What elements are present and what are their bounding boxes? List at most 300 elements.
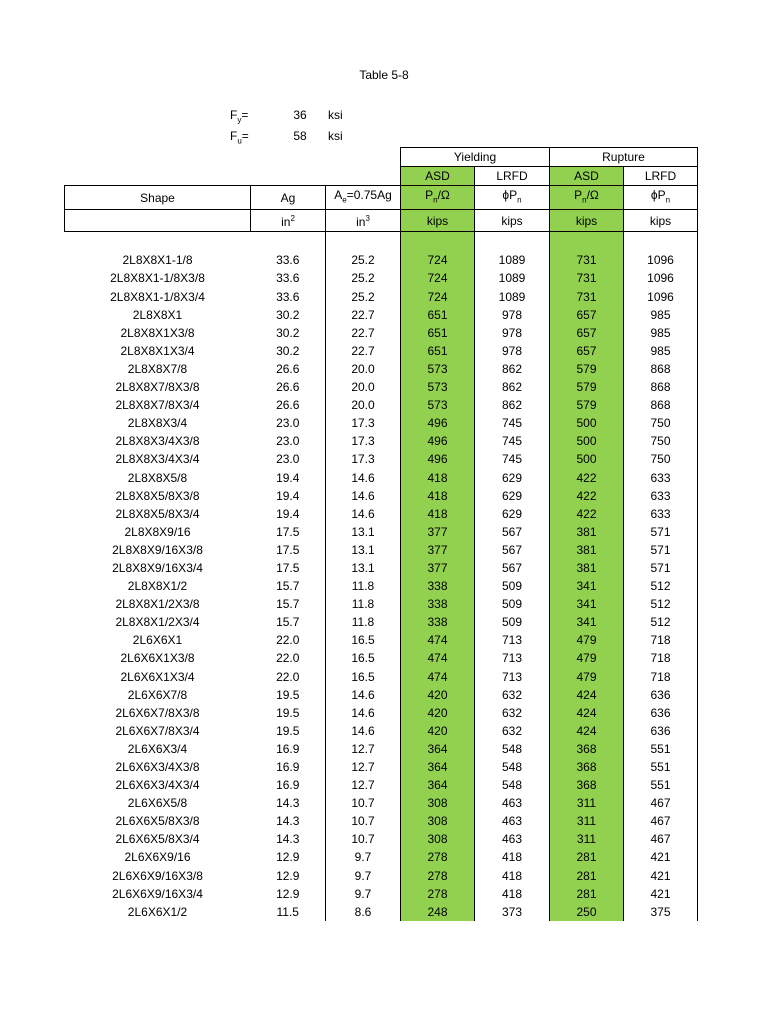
yield-asd-cell: 278 <box>401 848 475 866</box>
rupture-lrfd-cell: 467 <box>624 830 698 848</box>
ae-cell: 20.0 <box>326 378 401 396</box>
ae-cell: 11.8 <box>326 577 401 595</box>
yield-lrfd-cell: 713 <box>475 668 550 686</box>
ag-cell: 17.5 <box>251 523 326 541</box>
shape-header: Shape <box>65 186 251 210</box>
yield-asd-cell: 418 <box>401 487 475 505</box>
yield-asd-cell: 651 <box>401 306 475 324</box>
table-row <box>65 269 698 287</box>
yield-lrfd-cell: 418 <box>475 848 550 866</box>
ae-cell: 16.5 <box>326 649 401 667</box>
table-row <box>65 848 698 866</box>
yield-asd-cell: 377 <box>401 523 475 541</box>
ag-cell: 19.4 <box>251 487 326 505</box>
ae-cell: 14.6 <box>326 722 401 740</box>
rupture-asd-cell: 422 <box>550 469 624 487</box>
rupture-lrfd-cell: 636 <box>624 686 698 704</box>
yield-lrfd-cell: 567 <box>475 559 550 577</box>
yield-lrfd-cell: 548 <box>475 740 550 758</box>
yield-lrfd-cell: 509 <box>475 577 550 595</box>
yield-asd-cell: 308 <box>401 812 475 830</box>
rupture-lrfd-cell: 1096 <box>624 251 698 269</box>
rupture-lrfd-cell: 571 <box>624 541 698 559</box>
rupture-lrfd-cell: 985 <box>624 324 698 342</box>
rupture-lrfd-cell: 551 <box>624 776 698 794</box>
ag-cell: 15.7 <box>251 613 326 631</box>
rupture-asd-cell: 368 <box>550 758 624 776</box>
rupture-asd-cell: 424 <box>550 722 624 740</box>
yield-lrfd-cell: 629 <box>475 487 550 505</box>
shape-cell: 2L8X8X1/2X3/8 <box>115 597 200 612</box>
shape-cell: 2L6X6X3/4X3/8 <box>115 760 200 775</box>
yield-lrfd-cell: 1089 <box>475 251 550 269</box>
yield-lrfd-cell: 373 <box>475 903 550 921</box>
shape-cell: 2L8X8X3/4 <box>127 416 188 431</box>
yield-lrfd-cell: 629 <box>475 469 550 487</box>
shape-cell: 2L8X8X1-1/8X3/4 <box>110 289 205 304</box>
yield-asd-cell: 364 <box>401 740 475 758</box>
rupture-asd-cell: 368 <box>550 740 624 758</box>
ag-cell: 30.2 <box>251 324 326 342</box>
rupture-lrfd-cell: 985 <box>624 342 698 360</box>
rupture-lrfd-cell: 633 <box>624 487 698 505</box>
ae-cell: 13.1 <box>326 523 401 541</box>
ae-cell: 14.6 <box>326 686 401 704</box>
shape-cell: 2L8X8X1-1/8 <box>122 253 193 268</box>
shape-cell: 2L6X6X7/8 <box>127 687 188 702</box>
rupture-lrfd-cell: 1096 <box>624 288 698 306</box>
yield-lrfd-cell: 629 <box>475 505 550 523</box>
ag-cell: 33.6 <box>251 251 326 269</box>
shape-cell: 2L6X6X5/8X3/8 <box>115 814 200 829</box>
yielding-header: Yielding <box>401 148 550 167</box>
ag-unit: $in^2$ <box>251 210 326 232</box>
rupture-lrfd-cell: 551 <box>624 758 698 776</box>
ae-unit: $in^3$ <box>326 210 401 232</box>
yield-pn-asd-header: $P_n/\Omega$ <box>401 186 475 210</box>
shape-cell: 2L8X8X3/4X3/4 <box>115 452 200 467</box>
table-row <box>65 740 698 758</box>
ag-cell: 14.3 <box>251 794 326 812</box>
yield-lrfd-cell: 548 <box>475 758 550 776</box>
ag-cell: 33.6 <box>251 269 326 287</box>
ag-cell: 22.0 <box>251 649 326 667</box>
rupture-asd-cell: 731 <box>550 251 624 269</box>
yield-lrfd-cell: 978 <box>475 306 550 324</box>
table-row <box>65 432 698 450</box>
yield-asd-cell: 496 <box>401 450 475 468</box>
rupture-asd-cell: 579 <box>550 360 624 378</box>
table-row <box>65 469 698 487</box>
rupture-lrfd-cell: 718 <box>624 668 698 686</box>
rupture-lrfd-cell: 718 <box>624 631 698 649</box>
yield-asd-cell: 377 <box>401 541 475 559</box>
rupture-asd-cell: 657 <box>550 324 624 342</box>
table-row <box>65 360 698 378</box>
table-row <box>65 903 698 921</box>
rupture-asd-cell: 281 <box>550 885 624 903</box>
ae-cell: 8.6 <box>326 903 401 921</box>
shape-cell: 2L8X8X1X3/8 <box>120 325 195 340</box>
table-row <box>65 342 698 360</box>
table-row <box>65 251 698 269</box>
header-row-method <box>65 167 698 186</box>
rupture-lrfd-cell: 375 <box>624 903 698 921</box>
shape-cell: 2L6X6X1/2 <box>127 904 188 919</box>
yield-lrfd-cell: 862 <box>475 378 550 396</box>
rupture-lrfd-cell: 467 <box>624 794 698 812</box>
shape-cell: 2L6X6X1X3/4 <box>120 669 195 684</box>
ae-cell: 11.8 <box>326 595 401 613</box>
rupture-pn-lrfd-header: $\phi P_n$ <box>624 186 698 210</box>
table-row <box>65 758 698 776</box>
rupture-lrfd-cell: 512 <box>624 595 698 613</box>
rupture-lrfd-cell: 421 <box>624 867 698 885</box>
table-row <box>65 378 698 396</box>
yield-asd-cell: 308 <box>401 830 475 848</box>
table-row <box>65 288 698 306</box>
yield-asd-cell: 377 <box>401 559 475 577</box>
rupture-lrfd-cell: 985 <box>624 306 698 324</box>
ag-cell: 16.9 <box>251 776 326 794</box>
yield-asd-cell: 420 <box>401 722 475 740</box>
rupture-lrfd-cell: 633 <box>624 469 698 487</box>
rupture-lrfd-cell: 1096 <box>624 269 698 287</box>
table-row <box>65 541 698 559</box>
shape-cell: 2L8X8X1-1/8X3/8 <box>110 271 205 286</box>
rupture-asd-cell: 311 <box>550 794 624 812</box>
rupture-asd-cell: 579 <box>550 396 624 414</box>
ag-cell: 14.3 <box>251 812 326 830</box>
table-row <box>65 396 698 414</box>
ag-cell: 14.3 <box>251 830 326 848</box>
table-row <box>65 686 698 704</box>
rupture-lrfd-cell: 750 <box>624 432 698 450</box>
rupture-asd-cell: 341 <box>550 595 624 613</box>
shape-cell: 2L8X8X5/8 <box>127 470 188 485</box>
ae-cell: 13.1 <box>326 541 401 559</box>
ag-cell: 30.2 <box>251 306 326 324</box>
header-row-columns <box>65 186 698 210</box>
yield-asd-cell: 278 <box>401 885 475 903</box>
ag-cell: 19.5 <box>251 686 326 704</box>
yield-lrfd-cell: 745 <box>475 432 550 450</box>
yield-lrfd-cell: 632 <box>475 704 550 722</box>
rupture-asd-cell: 341 <box>550 613 624 631</box>
ae-cell: 11.8 <box>326 613 401 631</box>
yield-asd-cell: 496 <box>401 414 475 432</box>
ag-cell: 23.0 <box>251 432 326 450</box>
shape-cell: 2L8X8X9/16X3/8 <box>112 542 203 557</box>
yield-asd-cell: 278 <box>401 867 475 885</box>
yield-asd-cell: 724 <box>401 288 475 306</box>
table-row <box>65 613 698 631</box>
yield-asd-cell: 474 <box>401 668 475 686</box>
rupture-asd-cell: 368 <box>550 776 624 794</box>
header-row-units <box>65 210 698 232</box>
rupture-lrfd-cell: 636 <box>624 704 698 722</box>
table-row <box>65 487 698 505</box>
yield-lrfd-cell: 632 <box>475 722 550 740</box>
table-row <box>65 450 698 468</box>
ae-cell: 22.7 <box>326 324 401 342</box>
rupture-lrfd-cell: 868 <box>624 396 698 414</box>
rupture-asd-cell: 250 <box>550 903 624 921</box>
ae-cell: 12.7 <box>326 776 401 794</box>
shape-cell: 2L6X6X5/8X3/4 <box>115 832 200 847</box>
ae-cell: 10.7 <box>326 830 401 848</box>
rupture-asd-cell: 479 <box>550 649 624 667</box>
ae-cell: 13.1 <box>326 559 401 577</box>
table-row <box>65 794 698 812</box>
yield-asd-cell: 308 <box>401 794 475 812</box>
yield-lrfd-unit: kips <box>475 210 550 232</box>
ae-cell: 17.3 <box>326 432 401 450</box>
ae-cell: 9.7 <box>326 885 401 903</box>
yield-asd-cell: 420 <box>401 704 475 722</box>
shape-cell: 2L6X6X1 <box>132 633 183 648</box>
yield-asd-header: ASD <box>401 167 475 186</box>
yield-lrfd-cell: 1089 <box>475 288 550 306</box>
shape-unit <box>65 210 251 232</box>
table-row <box>65 595 698 613</box>
table-row <box>65 867 698 885</box>
shape-cell: 2L6X6X7/8X3/8 <box>115 705 200 720</box>
shape-cell: 2L6X6X3/4X3/4 <box>115 778 200 793</box>
ag-cell: 23.0 <box>251 450 326 468</box>
yield-pn-lrfd-header: $\phi P_n$ <box>475 186 550 210</box>
shape-cell: 2L6X6X1X3/8 <box>120 651 195 666</box>
shape-cell: 2L8X8X1/2X3/4 <box>115 615 200 630</box>
shape-cell: 2L8X8X7/8X3/4 <box>115 398 200 413</box>
rupture-lrfd-cell: 421 <box>624 848 698 866</box>
yield-lrfd-cell: 509 <box>475 595 550 613</box>
shape-cell: 2L8X8X1/2 <box>127 579 188 594</box>
fy-unit: ksi <box>328 108 343 122</box>
rupture-asd-cell: 657 <box>550 342 624 360</box>
rupture-lrfd-cell: 718 <box>624 649 698 667</box>
table-row <box>65 523 698 541</box>
shape-cell: 2L8X8X7/8X3/8 <box>115 380 200 395</box>
shape-cell: 2L8X8X5/8X3/8 <box>115 488 200 503</box>
yield-lrfd-cell: 745 <box>475 414 550 432</box>
rupture-lrfd-cell: 868 <box>624 378 698 396</box>
header-row-group <box>65 148 698 167</box>
ae-cell: 10.7 <box>326 794 401 812</box>
table-row <box>65 505 698 523</box>
rupture-asd-cell: 731 <box>550 269 624 287</box>
rupture-asd-cell: 731 <box>550 288 624 306</box>
rupture-asd-cell: 381 <box>550 559 624 577</box>
rupture-asd-cell: 500 <box>550 450 624 468</box>
yield-lrfd-cell: 978 <box>475 324 550 342</box>
yield-lrfd-cell: 713 <box>475 649 550 667</box>
table-row <box>65 324 698 342</box>
ae-cell: 12.7 <box>326 740 401 758</box>
rupture-asd-cell: 579 <box>550 378 624 396</box>
yield-asd-cell: 724 <box>401 251 475 269</box>
ag-cell: 26.6 <box>251 378 326 396</box>
shape-cell: 2L8X8X9/16X3/4 <box>112 560 203 575</box>
rupture-asd-cell: 381 <box>550 541 624 559</box>
shape-cell: 2L8X8X3/4X3/8 <box>115 434 200 449</box>
capacity-table <box>64 147 698 921</box>
yield-asd-cell: 248 <box>401 903 475 921</box>
yield-asd-cell: 573 <box>401 396 475 414</box>
yield-asd-cell: 364 <box>401 758 475 776</box>
rupture-asd-cell: 381 <box>550 523 624 541</box>
yield-lrfd-cell: 418 <box>475 867 550 885</box>
spacer-row <box>65 232 698 252</box>
yield-asd-cell: 338 <box>401 577 475 595</box>
ag-cell: 12.9 <box>251 848 326 866</box>
table-row <box>65 885 698 903</box>
ae-cell: 14.6 <box>326 469 401 487</box>
rupture-asd-cell: 424 <box>550 704 624 722</box>
ae-cell: 14.6 <box>326 704 401 722</box>
rupture-lrfd-cell: 633 <box>624 505 698 523</box>
fu-label: $F_u=$ <box>230 129 249 146</box>
table-row <box>65 704 698 722</box>
ae-cell: 10.7 <box>326 812 401 830</box>
rupture-lrfd-cell: 636 <box>624 722 698 740</box>
ae-cell: 25.2 <box>326 269 401 287</box>
rupture-asd-cell: 311 <box>550 830 624 848</box>
table-row <box>65 559 698 577</box>
shape-cell: 2L6X6X9/16X3/4 <box>112 886 203 901</box>
rupture-asd-header: ASD <box>550 167 624 186</box>
yield-asd-cell: 573 <box>401 378 475 396</box>
yield-asd-cell: 651 <box>401 342 475 360</box>
rupture-asd-cell: 311 <box>550 812 624 830</box>
yield-lrfd-cell: 418 <box>475 885 550 903</box>
rupture-lrfd-cell: 868 <box>624 360 698 378</box>
yield-lrfd-cell: 548 <box>475 776 550 794</box>
yield-lrfd-cell: 567 <box>475 541 550 559</box>
ae-cell: 20.0 <box>326 360 401 378</box>
rupture-asd-cell: 422 <box>550 505 624 523</box>
yield-asd-cell: 474 <box>401 631 475 649</box>
rupture-asd-cell: 281 <box>550 848 624 866</box>
shape-cell: 2L6X6X7/8X3/4 <box>115 723 200 738</box>
yield-lrfd-cell: 745 <box>475 450 550 468</box>
yield-asd-cell: 338 <box>401 595 475 613</box>
yield-lrfd-cell: 509 <box>475 613 550 631</box>
yield-asd-cell: 418 <box>401 505 475 523</box>
table-row <box>65 306 698 324</box>
ae-cell: 12.7 <box>326 758 401 776</box>
table-row <box>65 722 698 740</box>
yield-asd-cell: 474 <box>401 649 475 667</box>
rupture-lrfd-cell: 421 <box>624 885 698 903</box>
ag-cell: 19.5 <box>251 704 326 722</box>
ag-cell: 19.5 <box>251 722 326 740</box>
shape-cell: 2L8X8X1 <box>132 307 183 322</box>
yield-lrfd-header: LRFD <box>475 167 550 186</box>
yield-asd-cell: 496 <box>401 432 475 450</box>
ae-cell: 9.7 <box>326 848 401 866</box>
ae-header: $A_e=0.75Ag$ <box>326 186 401 210</box>
table-row <box>65 631 698 649</box>
yield-lrfd-cell: 632 <box>475 686 550 704</box>
rupture-lrfd-cell: 551 <box>624 740 698 758</box>
yield-lrfd-cell: 713 <box>475 631 550 649</box>
table-row <box>65 812 698 830</box>
rupture-lrfd-cell: 571 <box>624 523 698 541</box>
ag-cell: 22.0 <box>251 668 326 686</box>
ae-cell: 14.6 <box>326 505 401 523</box>
yield-asd-cell: 420 <box>401 686 475 704</box>
table-row <box>65 577 698 595</box>
table-row <box>65 414 698 432</box>
table-row <box>65 776 698 794</box>
rupture-asd-unit: kips <box>550 210 624 232</box>
rupture-asd-cell: 341 <box>550 577 624 595</box>
rupture-asd-cell: 281 <box>550 867 624 885</box>
ag-cell: 19.4 <box>251 469 326 487</box>
rupture-asd-cell: 479 <box>550 668 624 686</box>
ae-cell: 22.7 <box>326 306 401 324</box>
shape-cell: 2L6X6X3/4 <box>127 741 188 756</box>
rupture-lrfd-cell: 750 <box>624 414 698 432</box>
table-row <box>65 668 698 686</box>
fu-value: 58 <box>293 129 307 143</box>
ag-header: Ag <box>251 186 326 210</box>
yield-lrfd-cell: 567 <box>475 523 550 541</box>
rupture-lrfd-cell: 512 <box>624 613 698 631</box>
rupture-lrfd-header: LRFD <box>624 167 698 186</box>
ae-cell: 16.5 <box>326 668 401 686</box>
rupture-asd-cell: 500 <box>550 432 624 450</box>
ag-cell: 26.6 <box>251 396 326 414</box>
yield-asd-cell: 338 <box>401 613 475 631</box>
table-row <box>65 649 698 667</box>
yield-asd-cell: 573 <box>401 360 475 378</box>
ag-cell: 17.5 <box>251 559 326 577</box>
yield-asd-cell: 418 <box>401 469 475 487</box>
yield-lrfd-cell: 1089 <box>475 269 550 287</box>
rupture-header: Rupture <box>550 148 698 167</box>
yield-lrfd-cell: 463 <box>475 794 550 812</box>
ag-cell: 30.2 <box>251 342 326 360</box>
ag-cell: 33.6 <box>251 288 326 306</box>
shape-cell: 2L6X6X5/8 <box>127 796 188 811</box>
yield-lrfd-cell: 862 <box>475 396 550 414</box>
ag-cell: 15.7 <box>251 577 326 595</box>
ag-cell: 19.4 <box>251 505 326 523</box>
ae-cell: 14.6 <box>326 487 401 505</box>
table-row <box>65 830 698 848</box>
rupture-pn-asd-header: $P_n/\Omega$ <box>550 186 624 210</box>
rupture-asd-cell: 479 <box>550 631 624 649</box>
fu-unit: ksi <box>328 129 343 143</box>
ae-cell: 17.3 <box>326 450 401 468</box>
rupture-asd-cell: 424 <box>550 686 624 704</box>
table-title: Table 5-8 <box>359 68 409 82</box>
ae-cell: 16.5 <box>326 631 401 649</box>
ag-cell: 15.7 <box>251 595 326 613</box>
ag-cell: 17.5 <box>251 541 326 559</box>
yield-lrfd-cell: 463 <box>475 830 550 848</box>
yield-asd-cell: 724 <box>401 269 475 287</box>
ae-cell: 22.7 <box>326 342 401 360</box>
rupture-lrfd-cell: 750 <box>624 450 698 468</box>
yield-lrfd-cell: 463 <box>475 812 550 830</box>
ag-cell: 16.9 <box>251 740 326 758</box>
ae-cell: 9.7 <box>326 867 401 885</box>
fy-label: $F_y=$ <box>230 108 249 125</box>
rupture-lrfd-unit: kips <box>624 210 698 232</box>
